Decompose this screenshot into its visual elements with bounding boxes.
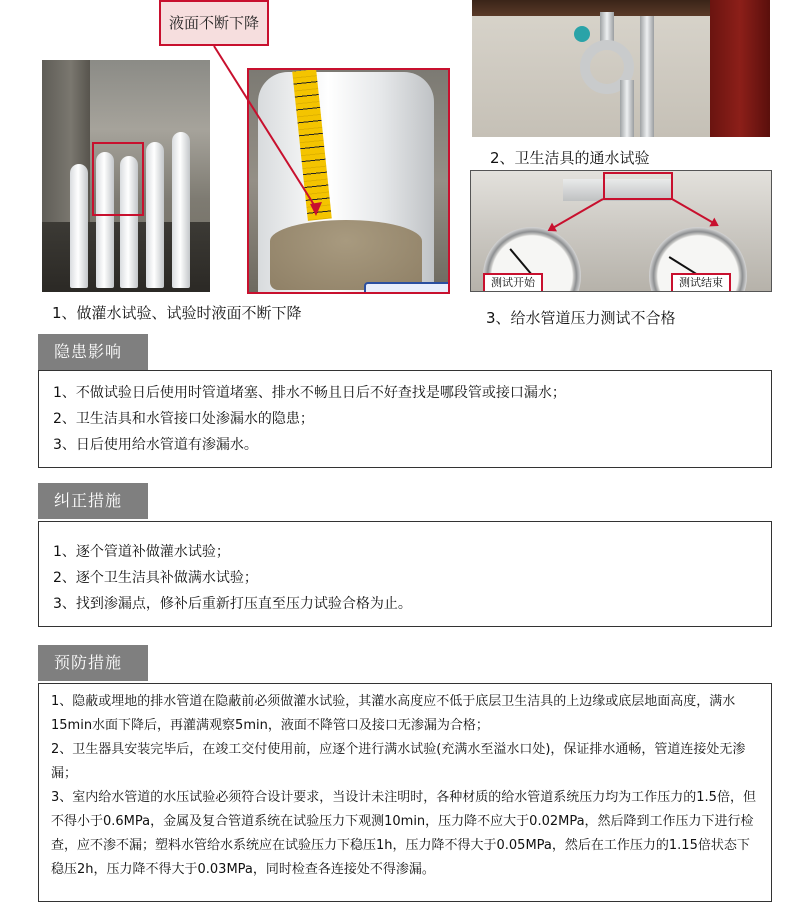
gauge-highlight-box [603,172,673,200]
prevention-header: 预防措施 [38,645,148,681]
pipe [640,16,654,137]
hazards-header: 隐患影响 [38,334,148,370]
pipe [620,80,634,137]
hazards-box [38,370,772,468]
prevention-list [51,690,759,882]
valve-knob [574,26,590,42]
list-item: 3、找到渗漏点，修补后重新打压直至压力试验合格为止。 [53,596,412,612]
wooden-door [710,0,770,137]
hazards-list [53,380,757,458]
pipe [70,164,88,288]
prevention-box [38,683,772,902]
list-item: 3、日后使用给水管道有渗漏水。 [53,437,258,453]
corrective-header: 纠正措施 [38,483,148,519]
figure2-caption: 2、卫生洁具的通水试验 [490,149,650,167]
corrective-box [38,521,772,627]
corrective-list [53,539,757,617]
water-drop-callout: 液面不断下降 [159,0,269,46]
pipe-highlight-box [92,142,144,216]
list-item: 2、卫生洁具和水管接口处渗漏水的隐患； [53,411,314,427]
list-item: 3、室内给水管道的水压试验必须符合设计要求，当设计未注明时，各种材质的给水管道系统压力均为工作压力的1.5倍，但不得小于0.6MPa，金属及复合管道系统在试验压力下观测10min，压力降不应大于0.02MPa，然后降到工作压力下进行检查，应不渗不漏；塑料水管给水系统应在试验压力下稳压1h，压力降不得大于0.05MPa，然后在工作压力的1.15倍状态下稳压2h，压力降不得大于0.03MPa，同时检查各连接处不得渗漏。 [51,790,756,877]
figure1-caption: 1、做灌水试验、试验时液面不断下降 [52,304,302,322]
figure3-caption: 3、给水管道压力测试不合格 [486,309,676,327]
pipe [146,142,164,288]
sanitary-fixture-photo [472,0,770,137]
list-item: 2、逐个卫生洁具补做满水试验； [53,570,258,586]
gauge-end-label: 测试结束 [671,273,731,292]
gauge-start-label: 测试开始 [483,273,543,292]
list-item: 1、逐个管道补做灌水试验； [53,544,230,560]
list-item: 1、隐蔽或埋地的排水管道在隐蔽前必须做灌水试验，其灌水高度应不低于底层卫生洁具的上边缘或底层地面高度，满水15min水面下降后，再灌满观察5min，液面不降管口及接口无渗漏为合格； [51,694,736,733]
list-item: 1、不做试验日后使用时管道堵塞、排水不畅且日后不好查找是哪段管或接口漏水； [53,385,566,401]
callout-arrow [180,44,340,224]
list-item: 2、卫生器具安装完毕后，在竣工交付使用前，应逐个进行满水试验(充满水至溢水口处)，保证排水通畅，管道连接处无渗漏； [51,742,746,781]
